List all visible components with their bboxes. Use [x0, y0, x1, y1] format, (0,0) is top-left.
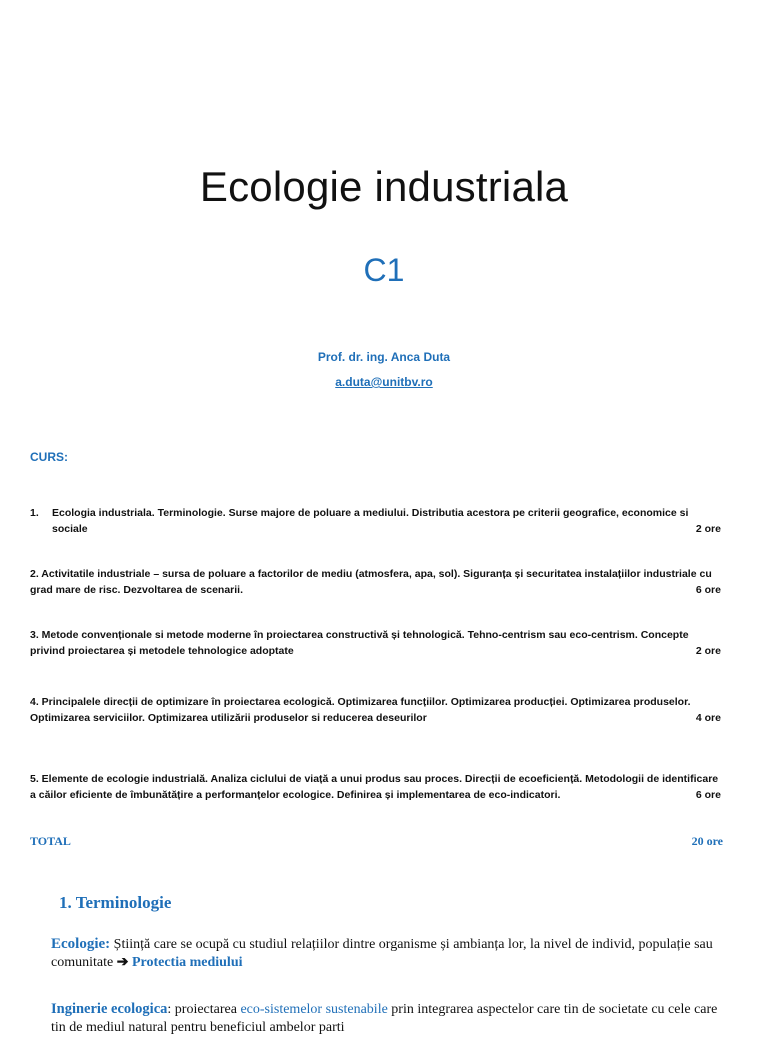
course-item-2 [30, 566, 723, 598]
course-item-text: 3. Metode convenționale si metode moderne în proiectarea constructivă și tehnologică. Tehno-centrism sau eco-centrism. Concepte privind proiectarea și metodele tehnologice adoptate [30, 629, 689, 657]
course-item-5 [30, 771, 723, 803]
course-item-1 [30, 505, 723, 537]
course-item-text: 4. Principalele direcții de optimizare în proiectarea ecologică. Optimizarea funcțiilor. Optimizarea producției. Optimizarea produselor. Optimizarea serviciilor. Optimizarea utilizării produselor si reducerea deseurilor [30, 696, 691, 724]
course-item-3 [30, 627, 723, 659]
term-inginerie: Inginerie ecologica [51, 1001, 168, 1017]
arrow-right-icon: ➔ [116, 955, 129, 970]
inginerie-definition [51, 1000, 731, 1037]
ecologie-definition [51, 935, 731, 972]
term-ecologie: Ecologie: [51, 936, 111, 952]
document-title: Ecologie industriala [199, 163, 569, 210]
course-item-hours: 6 ore [695, 584, 721, 596]
course-item-4 [30, 694, 723, 726]
course-item-hours: 2 ore [695, 523, 721, 535]
course-item-hours: 6 ore [695, 789, 721, 801]
inginerie-text-before: : proiectarea [167, 1002, 241, 1017]
total-value: 20 ore [691, 834, 723, 848]
section-heading: 1. Terminologie [59, 893, 172, 912]
inginerie-text-after: prin integrarea aspectelor care tin de societate cu cele care tin de mediul natural pentru beneficiul ambelor parti [51, 1002, 718, 1035]
course-item-text: 5. Elemente de ecologie industrială. Analiza ciclului de viață a unui produs sau proces. Direcții de ecoeficiență. Metodologii de identificare a căilor eficiente de îmbunătățire a performanțelor ecologice. Definirea și implementarea de eco-indicatori. [30, 773, 719, 801]
course-item-hours: 2 ore [695, 645, 721, 657]
ecologie-text: Știință care se ocupă cu studiul relațiilor dintre organisme și ambianța lor, la nivel de individ, populație sau comunitate [51, 937, 713, 970]
course-item-text: Ecologia industriala. Terminologie. Surse majore de poluare a mediului. Distributia acestora pe criterii geografice, economice si sociale [52, 507, 689, 535]
course-code: C1 [363, 252, 405, 288]
total-row [30, 834, 723, 849]
total-label: TOTAL [30, 834, 71, 848]
course-item-hours: 4 ore [695, 712, 721, 724]
course-item-number: 1. [30, 507, 39, 519]
curs-heading: CURS: [30, 450, 68, 464]
protectia-mediului: Protectia mediului [128, 955, 243, 970]
author-email-link[interactable]: a.duta@unitbv.ro [335, 375, 433, 389]
inginerie-highlight: eco-sistemelor sustenabile [240, 1002, 388, 1017]
author-name: Prof. dr. ing. Anca Duta [317, 350, 451, 364]
course-item-text: 2. Activitatile industriale – sursa de poluare a factorilor de mediu (atmosfera, apa, sol). Siguranța și securitatea instalațiilor industriale cu grad mare de risc. Dezvoltarea de scenarii. [30, 568, 712, 596]
